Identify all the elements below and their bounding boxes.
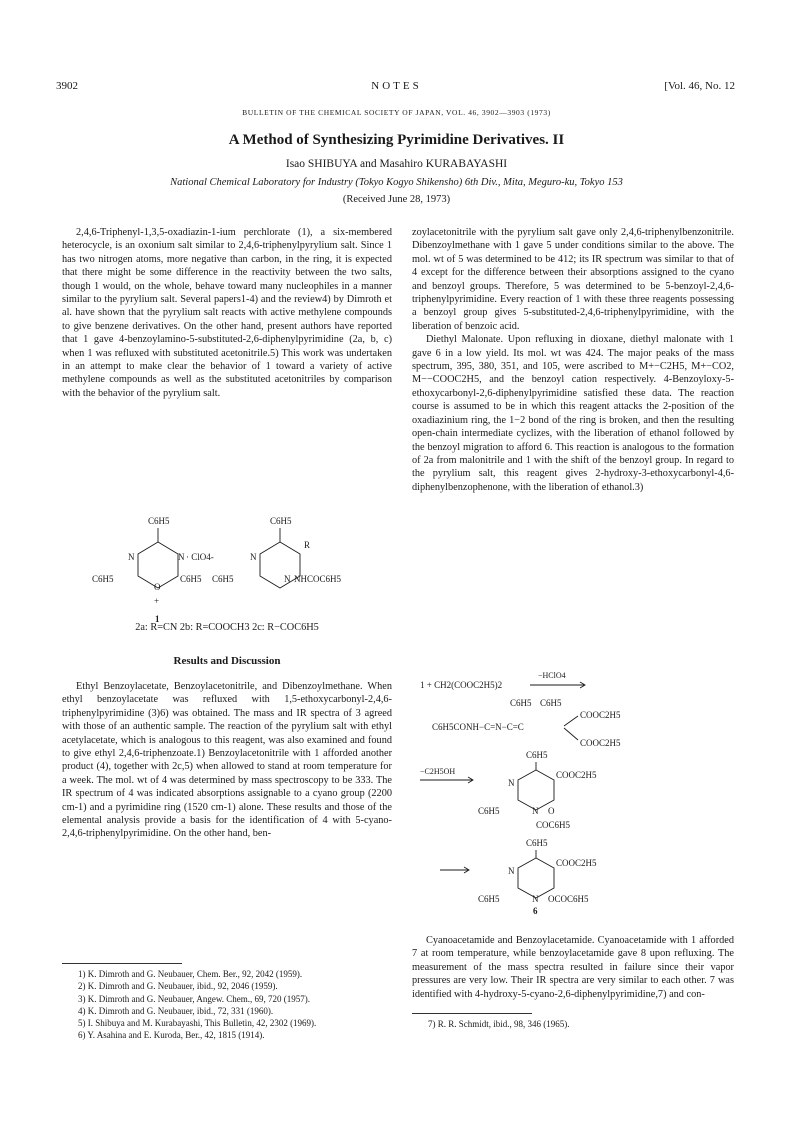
results-block: [62, 680, 392, 841]
inter-ester-1: COOC2H5: [580, 710, 621, 720]
p1-left: C6H5: [478, 806, 500, 816]
p2-top: C6H5: [526, 838, 548, 848]
compound-6-label: 6: [533, 906, 538, 916]
struct2-n-b: N: [284, 574, 291, 584]
p2-ester: COOC2H5: [556, 858, 597, 868]
scheme-arrow2-label: −C2H5OH: [420, 767, 456, 776]
results-section-title: Results and Discussion: [173, 655, 281, 667]
scheme-arrow1-label: −HClO4: [538, 671, 566, 680]
p2-n: N: [508, 866, 515, 876]
struct2-n: N: [250, 552, 257, 562]
footnotes-right: [428, 1018, 734, 1030]
journal-line: BULLETIN OF THE CHEMICAL SOCIETY OF JAPAN, VOL. 46, 3902—3903 (1973): [242, 108, 551, 117]
footnote-2: 2) K. Dimroth and G. Neubauer, ibid., 92, 2046 (1959).: [78, 981, 278, 992]
footnote-7: 7) R. R. Schmidt, ibid., 98, 346 (1965).: [428, 1019, 570, 1029]
intro-paragraph: 2,4,6-Triphenyl-1,3,5-oxadiazin-1-ium perchlorate (1), a six-membered heterocycle, is an oxonium salt similar to 2,4,6-triphenylpyrylium salt. Since 1 has two nitrogen atoms, more negative than carbon, in the ring, it is expected that there might be some difference in the reactivity between the two salts, though 1 would, on the whole, behave toward many nucleophiles in a manner similar to the pyrylium salt. Several papers1-4) and the review4) by Dimroth et al. have shown that the pyrylium salt reacts with active methylene compounds to give benzene derivatives. On the other hand, present authors have reported that 1 gave 4-benzoylamino-5-substituted-2,6-diphenylpyrimidine (2a, b, c) when 1 was refluxed with substituted acetonitrile.5) This work was undertaken in an attempt to make clear the behavior of 1 toward a variety of active methylene compounds as well as the substituted acetonitriles by comparison with the behavior of the pyrylium salt.: [62, 227, 392, 399]
p1-ester: COOC2H5: [556, 770, 597, 780]
struct1-o: O: [154, 582, 161, 592]
left-column: [62, 226, 392, 400]
right-paragraph-2: Diethyl Malonate. Upon refluxing in dioxane, diethyl malonate with 1 gave 6 in a low yield. Its mol. wt was 424. The major peaks of the mass spectrum, 395, 380, 351, and 105, were ascribed to M+−C2H5, M+−CO2, M−−COOC2H5, and the benzoyl cation respectively. 4-Benzoyloxy-5-ethoxycarbonyl-2,6-diphenylpyrimidine satisfied these data. The reaction course is assumed to be in which this reagent attacks the 2-position of the oxadiazinium ring, the 1−2 bond of the ring is broken, and then the resulting open-chain intermediate cyclizes, with the liberation of ethanol followed by the benzoyl migration to afford 6. This reaction is analogous to the formation of 2a from malonitrile and 1 with the shift of the benzoyl group. In regard to the pyrylium salt, this reagent gives 2-hydroxy-3-ethoxycarbonyl-4,6-diphenylbenzophenone, with the liberation of ethanol.3): [412, 334, 734, 493]
right-column: [412, 226, 734, 494]
compound-1-label: 1: [155, 614, 160, 624]
footnote-rule-right: [412, 1013, 532, 1014]
page-number: 3902: [56, 80, 78, 92]
struct1-n-b: N: [178, 552, 185, 562]
received-date: (Received June 28, 1973): [342, 194, 451, 205]
p1-top: C6H5: [526, 750, 548, 760]
p1-coc6h5: COC6H5: [536, 820, 571, 830]
reaction-scheme: [412, 666, 734, 916]
struct2-c6h5-left: C6H5: [212, 574, 234, 584]
results-paragraph: Ethyl Benzoylacetate, Benzoylacetonitrile, and Dibenzoylmethane. When ethyl benzoylacetate was refluxed with 1,5-ethoxycarbonyl-2,4,6-triphenylpyrimidine (3)6) was obtained. The mass and IR spectra of 3 agreed with those of an authentic sample. The reaction of the pyrylium salt with ethyl acetylacetate, which is analogous to this reagent, was also examined and found to give ethyl 2,4,6-triphenzoate.1) Benzoylacetonitrile with 1 afforded another product (4), together with 2c,5) when allowed to stand at room temperature for a week. The mol. wt of 4 was determined by mass spectroscopy to be 333. The IR spectrum of 4 was indicated absorptions assignable to a cyano group (2200 cm-1) and a pyrimidine ring (1520 cm-1) alone. These results and those of the elemental analysis provide a basis for the identification of 4 with 5-cyano-2,4,6-triphenylpyrimidine. On the other hand, ben-: [62, 681, 392, 840]
compound-2-legend: 2a: R=CN 2b: R=COOCH3 2c: R−COC6H5: [135, 622, 319, 633]
right-paragraph-3: Cyanoacetamide and Benzoylacetamide. Cyanoacetamide with 1 afforded 7 at room temperature, while benzoylacetamide gave 8 upon refluxing. The measurement of the mass spectra resulted in failure since their vapor pressures are very low. Their IR spectra are very similar to each other. 7 was identified with 4-hydroxy-5-cyano-2,6-diphenylpyrimidine,7) and con-: [412, 935, 734, 1000]
right-paragraph-1: zoylacetonitrile with the pyrylium salt gave only 2,4,6-triphenylbenzonitrile. Dibenzoylmethane with 1 gave 5 under conditions similar to the above. The mol. wt of 5 was determined to be 412; its IR spectrum was similar to that of 4 except for the difference between their absorptions assigned to the cyano and benzoyl groups. Therefore, 5 was determined to be 5-benzoyl-2,4,6-triphenylpyrimidine. Every reaction of 1 with these three reagents possessing a benzoyl group gives 5-substituted-2,4,6-triphenylpyrimidine, with the liberation of benzoic acid.: [412, 227, 734, 332]
volume-label: [Vol. 46, No. 12: [664, 80, 735, 92]
footnote-6: 6) Y. Asahina and E. Kuroda, Ber., 42, 1815 (1914).: [78, 1030, 265, 1041]
footnotes-left: [78, 968, 392, 1042]
inter-ester-2: COOC2H5: [580, 738, 621, 748]
struct2-c6h5-top: C6H5: [270, 516, 292, 526]
right-column-tail: [412, 934, 734, 1001]
struct1-c6h5-top: C6H5: [148, 516, 170, 526]
paper-title: A Method of Synthesizing Pyrimidine Derivatives. II: [228, 132, 565, 148]
inter-top-1: C6H5: [510, 698, 532, 708]
intermediate-chain: C6H5CONH−C=N−C=C: [432, 722, 524, 732]
struct1-c6h5-right: C6H5: [180, 574, 202, 584]
scheme-reactants: 1 + CH2(COOC2H5)2: [420, 680, 503, 690]
struct2-nhcoc6h5: NHCOC6H5: [294, 574, 342, 584]
footnote-rule-left: [62, 963, 182, 964]
footnote-4: 4) K. Dimroth and G. Neubauer, ibid., 72, 331 (1960).: [78, 1005, 274, 1016]
struct1-n: N: [128, 552, 135, 562]
p1-o: O: [548, 806, 555, 816]
struct1-plus: +: [154, 596, 160, 606]
section-header: NOTES: [371, 80, 422, 92]
struct1-clo4: · ClO4-: [186, 552, 214, 562]
p2-n-b: N: [532, 894, 539, 904]
footnote-5: 5) I. Shibuya and M. Kurabayashi, This Bulletin, 42, 2302 (1969).: [78, 1018, 317, 1029]
affiliation: National Chemical Laboratory for Industry (Tokyo Kogyo Shikensho) 6th Div., Mita, Meguro-ku, Tokyo 153: [170, 177, 623, 188]
authors: Isao SHIBUYA and Masahiro KURABAYASHI: [285, 158, 508, 170]
footnote-1: 1) K. Dimroth and G. Neubauer, Chem. Ber., 92, 2042 (1959).: [78, 969, 303, 979]
p1-n: N: [508, 778, 515, 788]
struct2-r: R: [304, 540, 311, 550]
p2-ocoph: OCOC6H5: [548, 894, 589, 904]
inter-top-2: C6H5: [540, 698, 562, 708]
p1-n-b: N: [532, 806, 539, 816]
struct1-c6h5-left: C6H5: [92, 574, 114, 584]
p2-left: C6H5: [478, 894, 500, 904]
footnote-3: 3) K. Dimroth and G. Neubauer, Angew. Chem., 69, 720 (1957).: [78, 993, 311, 1004]
